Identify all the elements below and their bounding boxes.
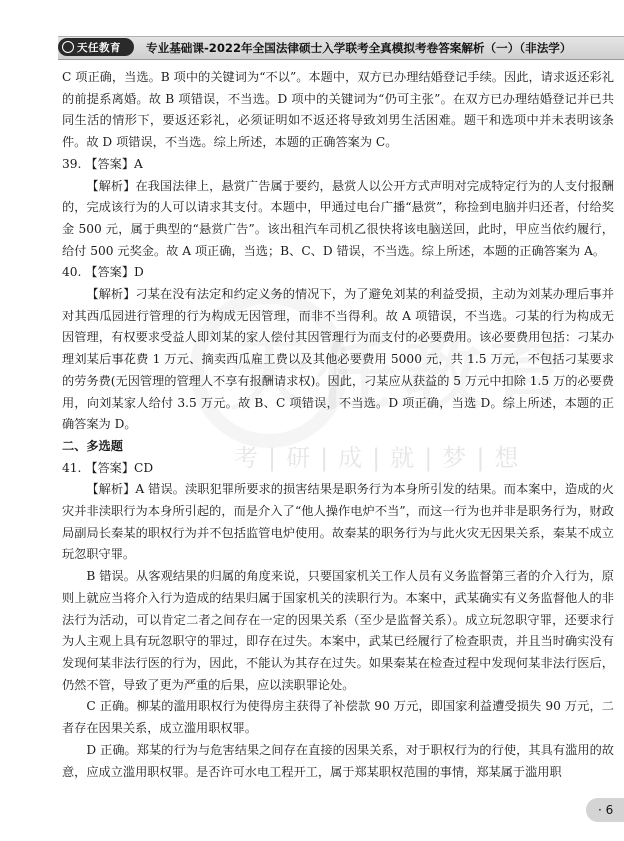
document-title: 专业基础课-2022年全国法律硕士入学联考全真模拟考卷答案解析（一）（非法学） [146,41,572,55]
answer-39: 39. 【答案】A [62,156,143,171]
logo-ring-icon [62,41,74,53]
explanation-40: 【解析】刁某在没有法定和约定义务的情况下，为了避免刘某的利益受损，主动为刘某办理后事并对其西瓜园进行管理的行为构成无因管理，而非不当得利。故 A 项错误，不当选。刁某的行为构成无因管理，有权要求受益人即刘某的家人偿付其因管理行为而支付的必要费用。该必要费用包括：刁某办理刘某后事花费 1 万元、摘卖西瓜雇工费以及其他必要费用 5000 元，共 1.5 万元，不包括刁某要求的劳务费(无因管理的管理人不享有报酬请求权)。因此，刁某应从获益的 5 万元中扣除 1.5 万的必要费用，向刘某家人给付 3.5 万元。故 B、C 项错误，不当选。D 项正确，当选 D。综上所述，本题的正确答案为 D。 [62,287,614,432]
explanation-41-a: 【解析】A 错误。渎职犯罪所要求的损害结果是职务行为本身所引发的结果。而本案中，造成的火灾并非渎职行为本身所引起的，而是介入了“他人操作电炉不当”，而这一行为也并非是职务行为，财政局副局长秦某的职权行为并不包括监管电炉使用。故秦某的职务行为与此火灾无因果关系，秦某不成立玩忽职守罪。 [62,482,614,562]
brand-logo [58,38,134,56]
watermark-slogan: 考|研|成|就|梦|想 [234,444,529,472]
answer-content [62,67,614,783]
page-number: · 6 [586,798,624,822]
paragraph-continued: C 项正确，当选。B 项中的关键词为“不以”。本题中，双方已办理结婚登记手续。因此，请求返还彩礼的前提系离婚。故 B 项错误，不当选。D 项中的关键词为“仍可主张”。在双方已办理结婚登记并已共同生活的情形下，要返还彩礼，必须证明如不返还将导致刘男生活困难。题干和选项中并未表明该条件。故 D 项错误，不当选。综上所述，本题的正确答案为 C。 [62,70,614,150]
explanation-39: 【解析】在我国法律上，悬赏广告属于要约，悬赏人以公开方式声明对完成特定行为的人支付报酬的，完成该行为的人可以请求其支付。本题中，甲通过电台广播“悬赏”，称捡到电脑并归还者，付给奖金 500 元，属于典型的“悬赏广告”。该出租汽车司机乙很快将该电脑送回，此时，甲应当依约履行，给付 500 元奖金。故 A 项正确，当选；B、C、D 错误，不当选。综上所述，本题的正确答案为 A。 [62,178,614,258]
answer-41: 41. 【答案】CD [62,460,154,475]
explanation-41-d: D 正确。郑某的行为与危害结果之间存在直接的因果关系，对于职权行为的行使，其具有滥用的故意，应成立滥用职权罪。是否许可水电工程开工，属于郑某职权范围的事情，郑某属于滥用职 [62,742,614,779]
answer-40: 40. 【答案】D [62,265,144,280]
explanation-41-b: B 错误。从客观结果的归属的角度来说，只要国家机关工作人员有义务监督第三者的介入行为，原则上就应当将介入行为造成的结果归属于国家机关的渎职行为。本案中，武某确实有义务监督他人的非法行为活动，可以肯定二者之间存在一定的因果关系（至少是监督关系）。成立玩忽职守罪，还要求行为人主观上具有玩忽职守的罪过，即存在过失。本案中，武某已经履行了检查职责，并且当时确实没有发现何某非法行医的行为，因此，不能认为其存在过失。如果秦某在检查过程中发现何某非法行医后，仍然不管，导致了更为严重的后果，应以渎职罪论处。 [62,569,614,692]
logo-text: 天任教育 [77,41,121,54]
section-heading-multiple-choice: 二、多选题 [62,438,123,453]
page-header [0,0,624,62]
explanation-41-c: C 正确。柳某的滥用职权行为使得房主获得了补偿款 90 万元，即国家利益遭受损失 90 万元，二者存在因果关系，成立滥用职权罪。 [62,699,614,736]
